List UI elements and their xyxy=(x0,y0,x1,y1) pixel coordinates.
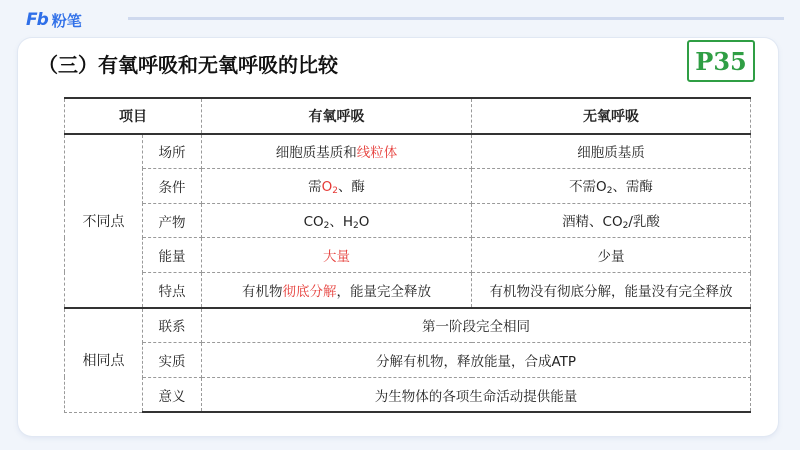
highlight-text xyxy=(322,179,338,195)
table-row xyxy=(65,203,751,238)
row-label: 场所 xyxy=(143,134,202,169)
subscript: 2 xyxy=(353,221,359,232)
subscript: 2 xyxy=(622,221,629,232)
cell-aerobic xyxy=(202,169,472,204)
header-item: 项目 xyxy=(65,98,202,134)
row-label: 能量 xyxy=(143,238,202,273)
cell-shared: 分解有机物，释放能量，合成ATP xyxy=(202,343,751,378)
cell-text: 、H xyxy=(329,214,354,231)
logo-text: 粉笔 xyxy=(51,11,82,30)
slide-title: （三）有氧呼吸和无氧呼吸的比较 xyxy=(38,53,338,77)
group-differences: 不同点 xyxy=(65,134,143,308)
cell-anaerobic: 有机物没有彻底分解，能量没有完全释放 xyxy=(472,272,751,307)
comparison-table xyxy=(64,97,751,413)
cell-anaerobic xyxy=(472,169,751,204)
table-row xyxy=(65,272,751,307)
table-row xyxy=(65,308,751,343)
cell-text: CO xyxy=(303,214,324,231)
cell-text: 细胞质基质和 xyxy=(275,145,357,162)
row-label: 意义 xyxy=(143,377,202,412)
table-row xyxy=(65,169,751,204)
subscript: 2 xyxy=(332,186,338,197)
cell-text: 、需酶 xyxy=(612,179,653,196)
row-label: 特点 xyxy=(143,272,202,307)
table-row xyxy=(65,377,751,412)
cell-shared: 第一阶段完全相同 xyxy=(202,308,751,343)
header-divider xyxy=(128,17,784,20)
cell-text: ，能量完全释放 xyxy=(336,283,431,300)
cell-aerobic: 大量 xyxy=(202,238,472,273)
cell-text: 需 xyxy=(308,179,322,196)
table-row xyxy=(65,343,751,378)
cell-aerobic xyxy=(202,203,472,238)
group-similarities: 相同点 xyxy=(65,308,143,413)
table-header-row xyxy=(65,98,751,134)
cell-text: O xyxy=(358,214,370,231)
header-anaerobic: 无氧呼吸 xyxy=(472,98,751,134)
logo-mark: Fb xyxy=(26,10,48,30)
cell-text: 、酶 xyxy=(337,179,365,196)
header-aerobic: 有氧呼吸 xyxy=(202,98,472,134)
cell-shared: 为生物体的各项生命活动提供能量 xyxy=(202,377,751,412)
brand-logo xyxy=(26,8,82,32)
row-label: 联系 xyxy=(143,308,202,343)
page-badge: P35 xyxy=(687,40,755,82)
subscript: 2 xyxy=(323,221,330,232)
row-label: 条件 xyxy=(143,169,202,204)
cell-aerobic xyxy=(202,272,472,307)
subscript: 2 xyxy=(606,186,613,197)
highlight-text: 彻底分解 xyxy=(282,283,337,300)
cell-text: 酒精、CO xyxy=(562,214,623,231)
table-row xyxy=(65,238,751,273)
cell-text: 有机物 xyxy=(242,283,283,300)
highlight-text: 线粒体 xyxy=(356,145,398,162)
oxygen-symbol: O xyxy=(321,179,333,196)
cell-text: 不需O xyxy=(569,179,607,196)
cell-anaerobic: 细胞质基质 xyxy=(472,134,751,169)
cell-aerobic xyxy=(202,134,472,169)
cell-text: /乳酸 xyxy=(628,214,660,231)
table-row xyxy=(65,134,751,169)
cell-anaerobic xyxy=(472,203,751,238)
row-label: 实质 xyxy=(143,343,202,378)
cell-anaerobic: 少量 xyxy=(472,238,751,273)
row-label: 产物 xyxy=(143,203,202,238)
